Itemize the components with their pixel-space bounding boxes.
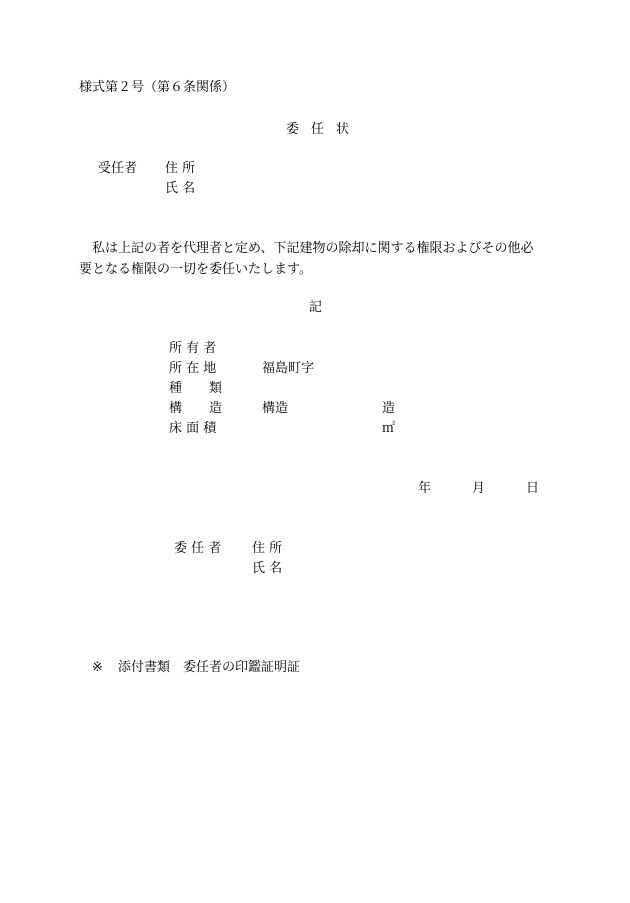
title-char-1: 委 bbox=[286, 122, 300, 137]
structure-suffix: 造 bbox=[382, 401, 396, 416]
title-char-2: 任 bbox=[311, 122, 325, 137]
note-mark: ※ bbox=[92, 660, 103, 675]
location-label: 所 在 地 bbox=[169, 361, 217, 376]
type-label-char-1: 種 bbox=[169, 381, 183, 396]
floor-area-label: 床 面 積 bbox=[169, 421, 217, 436]
attachment-note: 添付書類 委任者の印鑑証明証 bbox=[118, 660, 301, 675]
date-month: 月 bbox=[472, 481, 486, 496]
owner-label: 所 有 者 bbox=[169, 341, 217, 356]
principal-name-label: 氏 名 bbox=[252, 561, 283, 576]
agent-role: 受任者 bbox=[98, 161, 138, 176]
form-label: 様式第２号（第６条関係） bbox=[79, 80, 236, 95]
type-label-char-2: 類 bbox=[209, 381, 223, 396]
title-char-3: 状 bbox=[336, 122, 350, 137]
agent-name-label: 氏 名 bbox=[165, 181, 196, 196]
date-day: 日 bbox=[526, 481, 540, 496]
agent-address-label: 住 所 bbox=[165, 161, 196, 176]
principal-address-label: 住 所 bbox=[252, 541, 283, 556]
body-line-2: 要となる権限の一切を委任いたします。 bbox=[79, 262, 312, 277]
principal-role: 委 任 者 bbox=[174, 541, 222, 556]
location-value: 福島町字 bbox=[262, 361, 315, 376]
structure-label-char-1: 構 bbox=[169, 401, 183, 416]
body-line-1: 私は上記の者を代理者と定め、下記建物の除却に関する権限およびその他必 bbox=[92, 241, 534, 256]
ki-heading: 記 bbox=[309, 300, 323, 315]
structure-label-char-2: 造 bbox=[209, 401, 223, 416]
floor-area-unit: ㎡ bbox=[382, 421, 396, 436]
date-year: 年 bbox=[418, 481, 432, 496]
structure-value: 構造 bbox=[262, 401, 289, 416]
